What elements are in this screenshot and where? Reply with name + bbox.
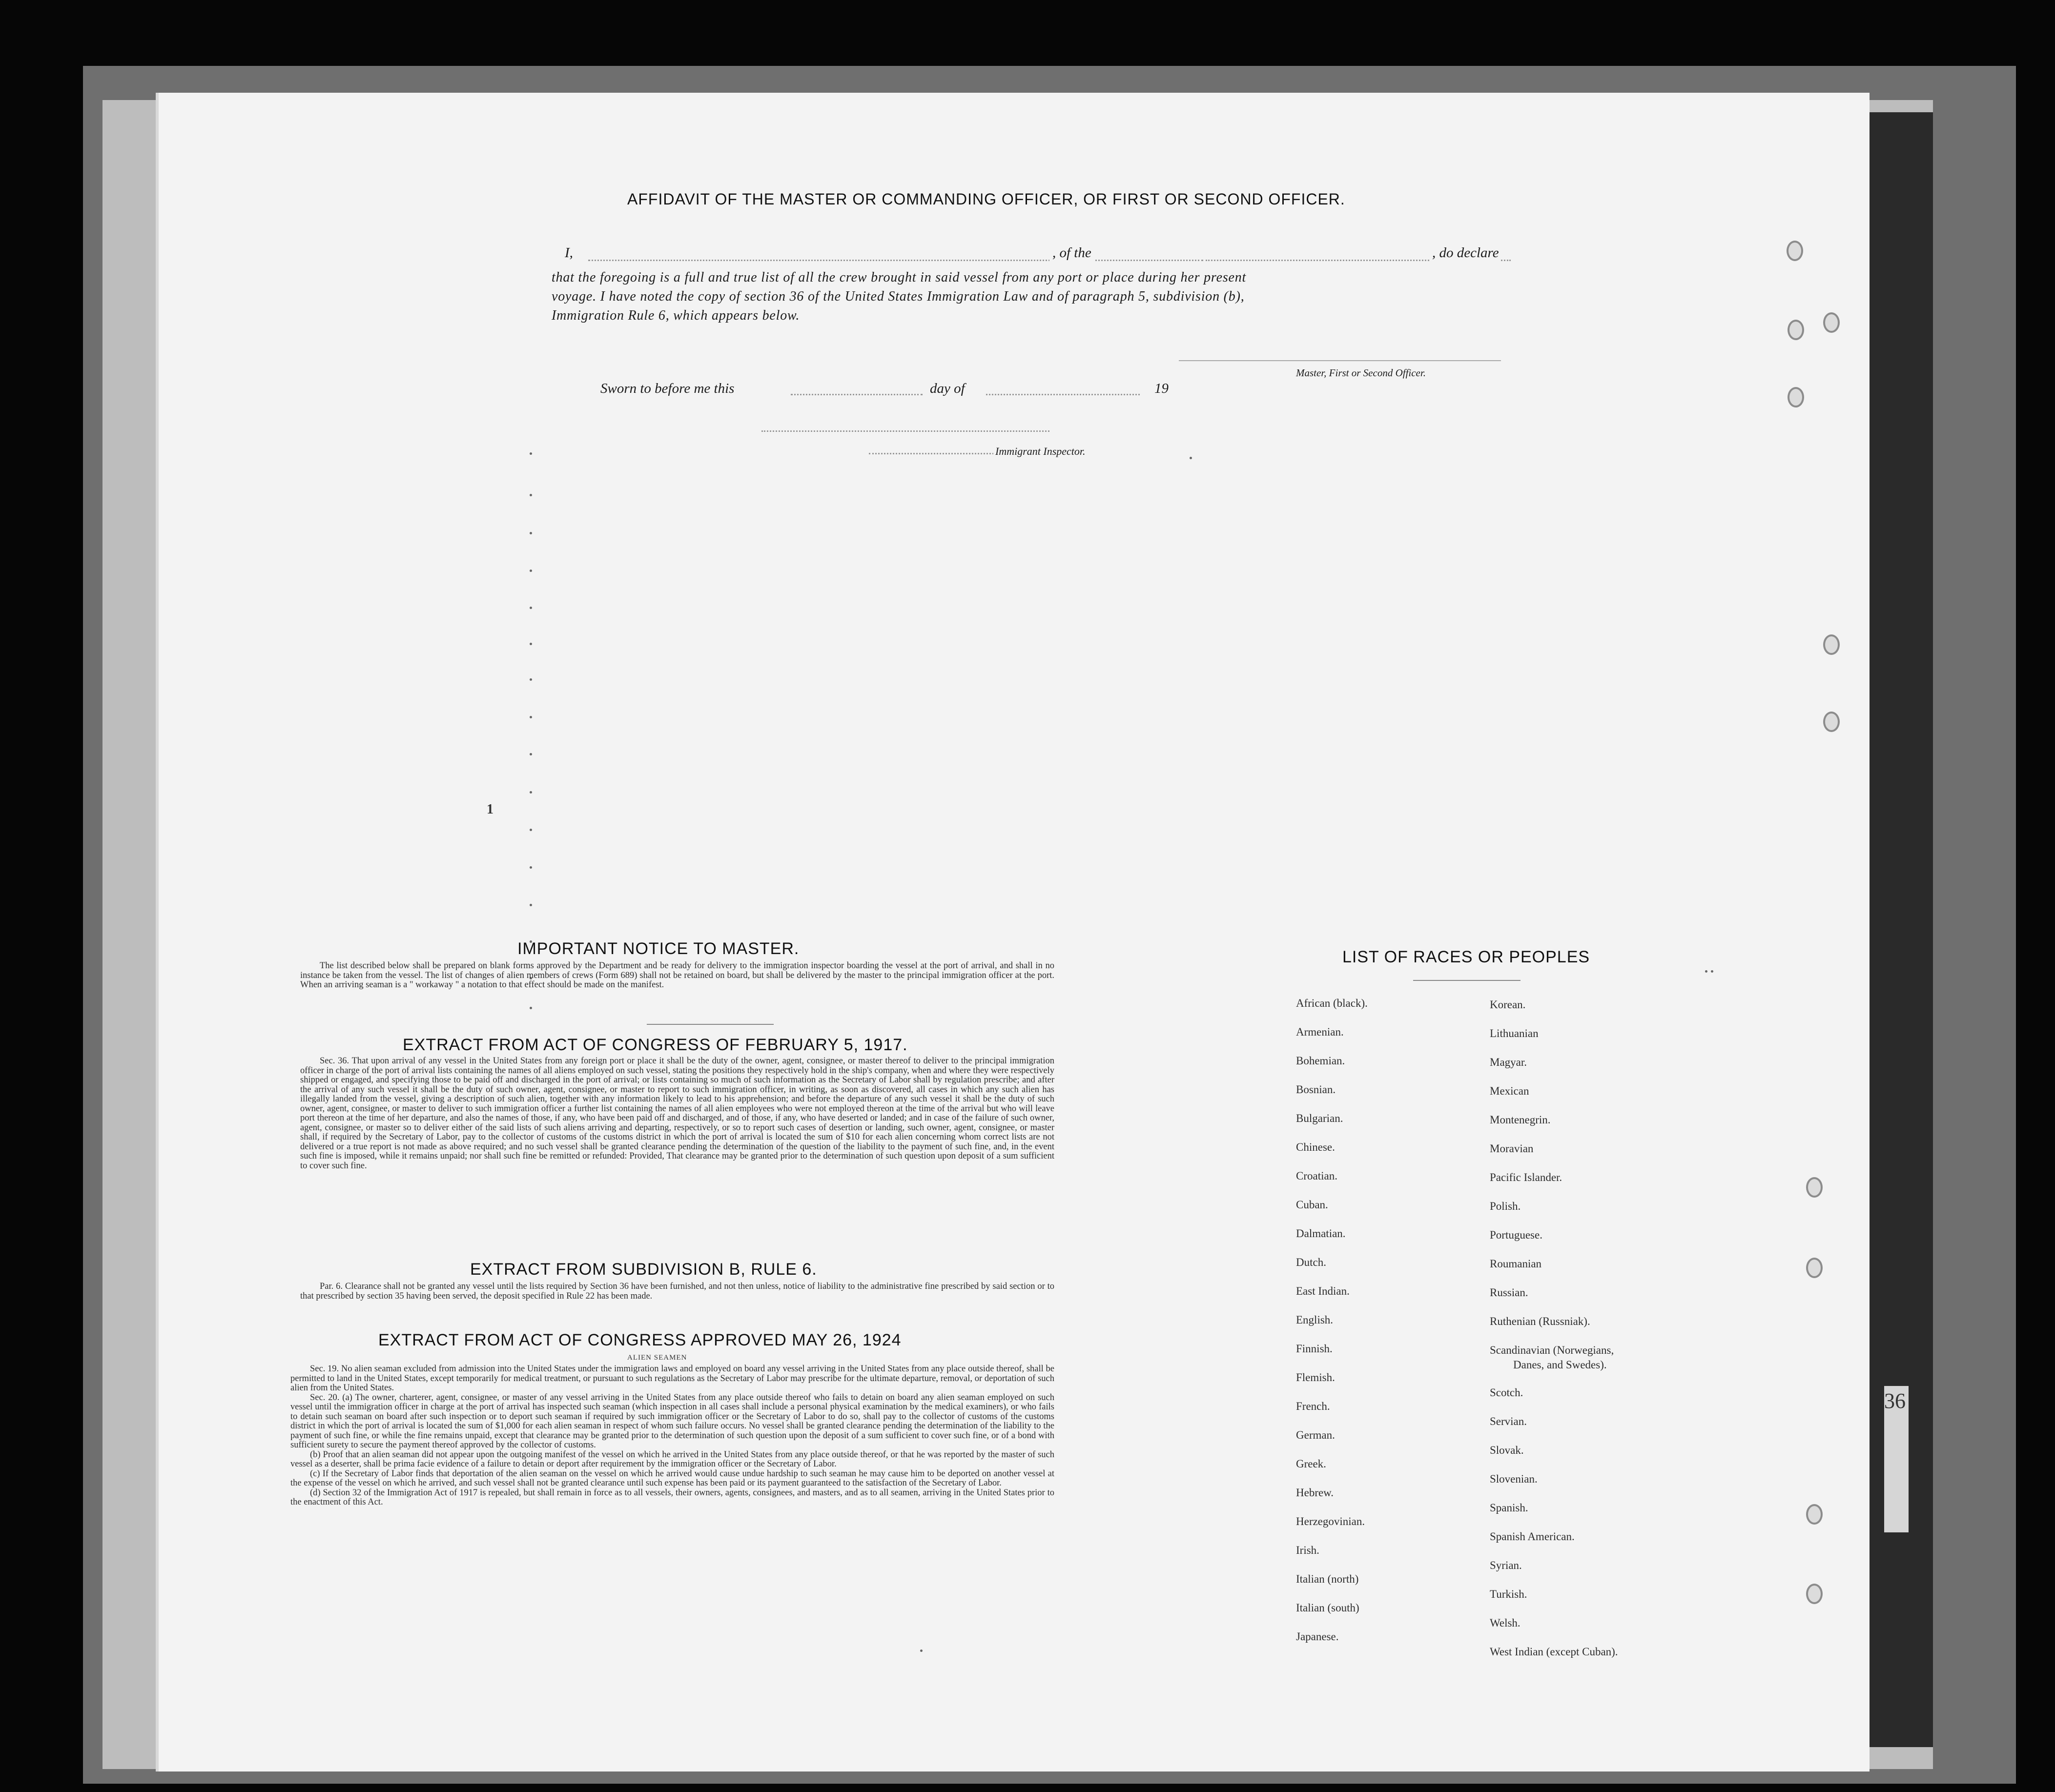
race-item: Portuguese. [1490,1229,1542,1241]
races-left-column [1296,997,1368,1659]
race-item: Pacific Islander. [1490,1171,1562,1183]
race-item: Croatian. [1296,1170,1337,1182]
races-title: LIST OF RACES OR PEOPLES [1342,948,1590,966]
left-margin-mark: 1 [487,802,493,817]
races-title-rule [1413,980,1521,981]
race-item: Syrian. [1490,1559,1522,1571]
extract-1924-body [290,1364,1054,1507]
punch-hole [1823,712,1840,732]
race-item: West Indian (except Cuban). [1490,1646,1618,1658]
commissioner-blank [761,430,1049,432]
punch-hole [1806,1584,1823,1604]
punch-hole [1823,634,1840,655]
race-item: Finnish. [1296,1343,1333,1355]
punch-hole [1806,1177,1823,1198]
extract-1917-body [300,1057,1054,1171]
race-item: Chinese. [1296,1141,1335,1153]
affidavit-title: AFFIDAVIT OF THE MASTER OR COMMANDING OFFICER, OR FIRST OR SECOND OFFICER. [627,190,1345,208]
race-item: Magyar. [1490,1056,1527,1068]
race-item: Welsh. [1490,1617,1521,1629]
races-right-column [1490,998,1618,1674]
guide-dot [530,716,532,718]
sworn-year: 19 [1154,381,1169,396]
race-item: Servian. [1490,1415,1527,1427]
extract-1924-p5: (d) Section 32 of the Immigration Act of 1917 is repealed, but shall remain in force as to all vessels, their owners, agents, consignees, and masters, and as to all seamen, arriving in the United States prior to the enactment of this Act. [290,1487,1054,1507]
race-item: German. [1296,1429,1335,1441]
guide-dot [530,532,532,534]
race-item: Montenegrin. [1490,1114,1551,1126]
affidavit-body-3: Immigration Rule 6, which appears below. [552,308,800,323]
notice-title: IMPORTANT NOTICE TO MASTER. [517,939,800,958]
guide-dot [530,452,532,455]
sworn-prefix: Sworn to before me this [600,381,735,396]
race-item: Turkish. [1490,1588,1527,1600]
notice-text: The list described below shall be prepared on blank forms approved by the Department and be ready for delivery to the immigration inspector boarding the vessel at the port of arrival, and shall in no instance be taken from the vessel. The list of changes of alien members of crews (Form 689) shall not be retained on board, but shall be delivered by the master to the principal immigration officer at the port. When an arriving seaman is a " workaway " a notation to that effect should be made on the manifest. [300,961,1054,990]
race-item: African (black). [1296,997,1368,1009]
guide-dot [1190,457,1192,459]
race-item: Cuban. [1296,1199,1328,1211]
race-item: Dutch. [1296,1256,1326,1268]
race-item: Flemish. [1296,1371,1335,1384]
race-item: Bosnian. [1296,1083,1336,1096]
race-item: French. [1296,1400,1330,1412]
punch-hole [1787,241,1803,261]
sworn-day-of: day of [930,381,965,396]
punch-hole [1806,1258,1823,1278]
extract-1924-p4: (c) If the Secretary of Labor finds that deportation of the alien seaman on the vessel on which he arrived would cause undue hardship to such seaman he may cause him to be deported on another vessel at the expense of the vessel on which he arrived, and such vessel shall not be granted clearance until such expense has been paid or its payment guaranteed to the satisfaction of the Secretary of Labor. [290,1468,1054,1488]
guide-dot [530,866,532,869]
sworn-month-blank [986,394,1140,395]
guide-dot [1711,970,1713,973]
edge-number: 36 [1884,1389,1906,1413]
guide-dot [530,494,532,496]
affidavit-of-the: , of the [1049,245,1094,261]
document-page [159,93,1870,1772]
race-item: Dalmatian. [1296,1227,1346,1240]
race-item: Spanish American. [1490,1530,1575,1543]
race-item: Mexican [1490,1085,1529,1097]
affidavit-body-2: voyage. I have noted the copy of section 36 of the United States Immigration Law and of paragraph 5, subdivision (b), [552,289,1245,304]
extract-rule6-title: EXTRACT FROM SUBDIVISION B, RULE 6. [470,1260,817,1279]
race-item: Italian (north) [1296,1573,1359,1585]
affidavit-declare: , do declare [1430,245,1501,261]
race-item: English. [1296,1314,1334,1326]
race-item: East Indian. [1296,1285,1350,1297]
punch-hole [1823,312,1840,333]
race-item: Bulgarian. [1296,1112,1343,1124]
inspector-caption: Immigrant Inspector. [993,445,1088,458]
race-item: Russian. [1490,1286,1528,1299]
punch-hole [1788,320,1804,340]
race-item: Hebrew. [1296,1487,1334,1499]
guide-dot [530,607,532,609]
guide-dot [1705,970,1707,973]
guide-dot [530,643,532,645]
signature-caption: Master, First or Second Officer. [1296,367,1426,379]
race-item: Slovenian. [1490,1473,1538,1485]
race-item: Scotch. [1490,1386,1523,1399]
name-blank [588,260,1203,261]
race-item: Bohemian. [1296,1055,1345,1067]
guide-dot [530,678,532,681]
guide-dot [530,570,532,572]
race-item: Japanese. [1296,1630,1339,1643]
race-item: Roumanian [1490,1258,1542,1270]
extract-1924-p1: Sec. 19. No alien seaman excluded from admission into the United States under the immigration laws and employed on board any vessel arriving in the United States from any place outside thereof, shall be permitted to land in the United States, except temporarily for medical treatment, or pursuant to such regulations as the Secretary of Labor may prescribe for the ultimate departure, removal, or deportation of such alien from the United States. [290,1364,1054,1393]
extract-1917-title: EXTRACT FROM ACT OF CONGRESS OF FEBRUARY 5, 1917. [403,1036,908,1054]
extract-1924-p3: (b) Proof that an alien seaman did not appear upon the outgoing manifest of the vessel on which he arrived in the United States from any place outside thereof, or that he was reported by the master of such vessel as a deserter, shall be prima facie evidence of a failure to detain or deport after requirement by the immigration officer or the Secretary of Labor. [290,1449,1054,1469]
race-item: Polish. [1490,1200,1521,1212]
signature-line [1179,360,1501,361]
guide-dot [530,1007,532,1009]
race-item: Lithuanian [1490,1027,1539,1039]
extract-1917-text: Sec. 36. That upon arrival of any vessel in the United States from any foreign port or place it shall be the duty of the owner, agent, consignee, or master thereof to deliver to the principal immigration officer in charge of the port of arrival lists containing the names of all aliens employed on such vessel, stating the positions they respectively hold in the ship's company, when and where they were respectively shipped or engaged, and specifying those to be paid off and discharged in the port of arrival; or lists containing so much of such information as the Secretary of Labor shall by regulation prescribe; and after the arrival of any such vessel it shall be the duty of such owner, agent, consignee, or master to report to such immigration officer, in writing, as soon as discovered, all cases in which any such alien has illegally landed from the vessel, giving a description of such alien, together with any information likely to lead to his apprehension; and before the departure of any such vessel it shall be the duty of such owner, agent, consignee, or master to deliver to such immigration officer a further list containing the names of all alien employees who were not employed thereon at the time of the arrival but who will leave port thereon at the time of her departure, and also the names of those, if any, who have been paid off and discharged, and of those, if any, who have deserted or landed; and in case of the failure of such owner, agent, consignee, or master so to deliver either of the said lists of such aliens arriving and departing, respectively, or so to report such cases of desertion or landing, such owner, agent, consignee, or master shall, if required by the Secretary of Labor, pay to the collector of customs of the customs district in which the port of arrival is located the sum of $10 for each alien concerning whom correct lists are not delivered or a true report is not made as above required; and no such vessel shall be granted clearance pending the determination of the question of the liability to the payment of such fine, and, in the event such fine is imposed, while it remains unpaid; nor shall such fine be remitted or refunded: Provided, That clearance may be granted prior to the determination of such question upon deposit of a sum sufficient to cover such fine. [300,1056,1054,1171]
extract-rule6-body [300,1282,1054,1301]
extract-1924-subtitle: ALIEN SEAMEN [627,1354,687,1362]
race-item: Herzegovinian. [1296,1515,1365,1527]
race-item: Moravian [1490,1142,1534,1155]
guide-dot [530,791,532,794]
extract-1924-title: EXTRACT FROM ACT OF CONGRESS APPROVED MAY 26, 1924 [378,1331,902,1349]
race-item: Scandinavian (Norwegians, [1490,1344,1614,1356]
extract-1924-p2: Sec. 20. (a) The owner, charterer, agent, consignee, or master of any vessel arriving in the United States from any place outside thereof who fails to detain on board any alien seaman employed on such vessel until the immigration officer in charge at the port of arrival has inspected such seaman (which inspection in all cases shall include a personal physical examination by the medical examiners), or who fails to detain such seaman on board after such inspection or to deport such seaman if required by such immigration officer or the Secretary of Labor to do so, shall pay to the collector of customs of the customs district in which the port of arrival is located the sum of $1,000 for each alien seaman in respect of whom such failure occurs. No vessel shall be granted clearance pending the determination of the liability to the payment of such fine, or while the fine remains unpaid, except that clearance may be granted prior to the determination of such question upon the deposit of a sum sufficient to cover such fine, or of a bond with sufficient surety to secure the payment thereof approved by the collector of customs. [290,1392,1054,1450]
affidavit-body-1: that the foregoing is a full and true list of all the crew brought in said vessel from any port or place during her present [552,270,1247,285]
race-item: Korean. [1490,998,1526,1011]
race-item: Spanish. [1490,1502,1528,1514]
punch-hole [1788,387,1804,407]
race-item: Ruthenian (Russniak). [1490,1315,1590,1327]
guide-dot [530,904,532,906]
punch-hole [1806,1504,1823,1525]
race-item: Armenian. [1296,1026,1344,1038]
affidavit-i: I, [565,245,573,261]
page-mark [920,1649,923,1652]
divider [647,1024,774,1025]
race-item: Irish. [1296,1544,1319,1556]
race-item: Slovak. [1490,1444,1524,1456]
race-item: Italian (south) [1296,1602,1359,1614]
notice-body [300,961,1054,990]
guide-dot [530,753,532,755]
extract-rule6-text: Par. 6. Clearance shall not be granted any vessel until the lists required by Section 36 have been furnished, and not then unless, notice of liability to the administrative fine prescribed by said section or to that prescribed by section 35 having been served, the deposit specified in Rule 22 has been made. [300,1282,1054,1301]
race-item: Greek. [1296,1458,1326,1470]
guide-dot [530,829,532,831]
race-item: Danes, and Swedes). [1513,1359,1607,1371]
sworn-day-blank [791,394,923,395]
